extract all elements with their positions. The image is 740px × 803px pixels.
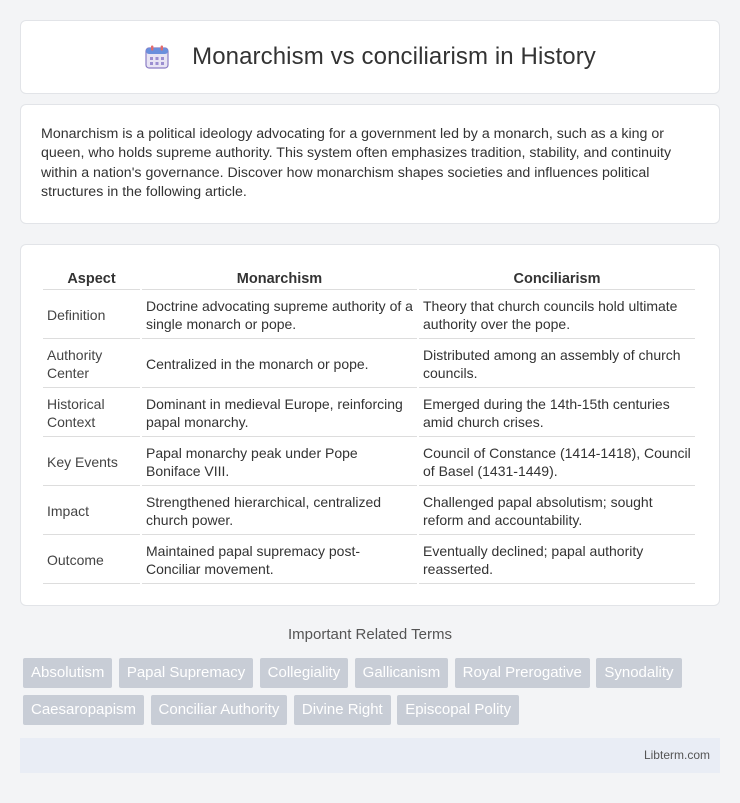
tag-synodality[interactable]: Synodality [596, 658, 681, 688]
comparison-table-card [20, 244, 720, 606]
table-row [43, 439, 695, 486]
row-conciliarism: Council of Constance (1414-1418), Council of Basel (1431-1449). [419, 439, 695, 486]
row-aspect: Outcome [43, 537, 140, 584]
column-header-monarchism: Monarchism [142, 269, 417, 290]
row-conciliarism: Challenged papal absolutism; sought reform and accountability. [419, 488, 695, 535]
tag-gallicanism[interactable]: Gallicanism [355, 658, 449, 688]
tag-episcopal-polity[interactable]: Episcopal Polity [397, 695, 519, 725]
row-monarchism: Maintained papal supremacy post-Conciliar movement. [142, 537, 417, 584]
intro-text: Monarchism is a political ideology advocating for a government led by a monarch, such as a king or queen, who holds supreme authority. This system often emphasizes tradition, stability, and continuity within a nation's governance. Discover how monarchism shapes societies and influences political structures in the following article. [41, 126, 672, 200]
tag-divine-right[interactable]: Divine Right [294, 695, 391, 725]
row-monarchism: Dominant in medieval Europe, reinforcing papal monarchy. [142, 390, 417, 437]
tag-royal-prerogative[interactable]: Royal Prerogative [455, 658, 590, 688]
row-monarchism: Centralized in the monarch or pope. [142, 341, 417, 388]
row-conciliarism: Eventually declined; papal authority reasserted. [419, 537, 695, 584]
related-terms-title: Important Related Terms [288, 626, 452, 643]
calendar-icon [144, 44, 170, 70]
row-monarchism: Papal monarchy peak under Pope Boniface VIII. [142, 439, 417, 486]
tag-caesaropapism[interactable]: Caesaropapism [23, 695, 144, 725]
column-header-aspect: Aspect [43, 269, 140, 290]
table-row [43, 488, 695, 535]
table-row [43, 341, 695, 388]
tag-papal-supremacy[interactable]: Papal Supremacy [119, 658, 253, 688]
row-conciliarism: Distributed among an assembly of church councils. [419, 341, 695, 388]
intro-card [20, 104, 720, 224]
page-title: Monarchism vs conciliarism in History [192, 43, 596, 70]
row-aspect: Authority Center [43, 341, 140, 388]
tag-absolutism[interactable]: Absolutism [23, 658, 112, 688]
row-conciliarism: Emerged during the 14th-15th centuries amid church crises. [419, 390, 695, 437]
related-terms-list [23, 658, 723, 732]
row-monarchism: Strengthened hierarchical, centralized church power. [142, 488, 417, 535]
column-header-conciliarism: Conciliarism [419, 269, 695, 290]
comparison-table [41, 267, 697, 586]
row-conciliarism: Theory that church councils hold ultimate authority over the pope. [419, 292, 695, 339]
tag-collegiality[interactable]: Collegiality [260, 658, 349, 688]
header-card [20, 20, 720, 94]
row-aspect: Key Events [43, 439, 140, 486]
table-row [43, 537, 695, 584]
row-aspect: Definition [43, 292, 140, 339]
row-aspect: Historical Context [43, 390, 140, 437]
tag-conciliar-authority[interactable]: Conciliar Authority [151, 695, 288, 725]
footer-brand-link[interactable]: Libterm.com [643, 748, 710, 762]
table-row [43, 390, 695, 437]
table-header-row [43, 269, 695, 290]
row-monarchism: Doctrine advocating supreme authority of a single monarch or pope. [142, 292, 417, 339]
row-aspect: Impact [43, 488, 140, 535]
footer [20, 738, 720, 773]
table-row [43, 292, 695, 339]
